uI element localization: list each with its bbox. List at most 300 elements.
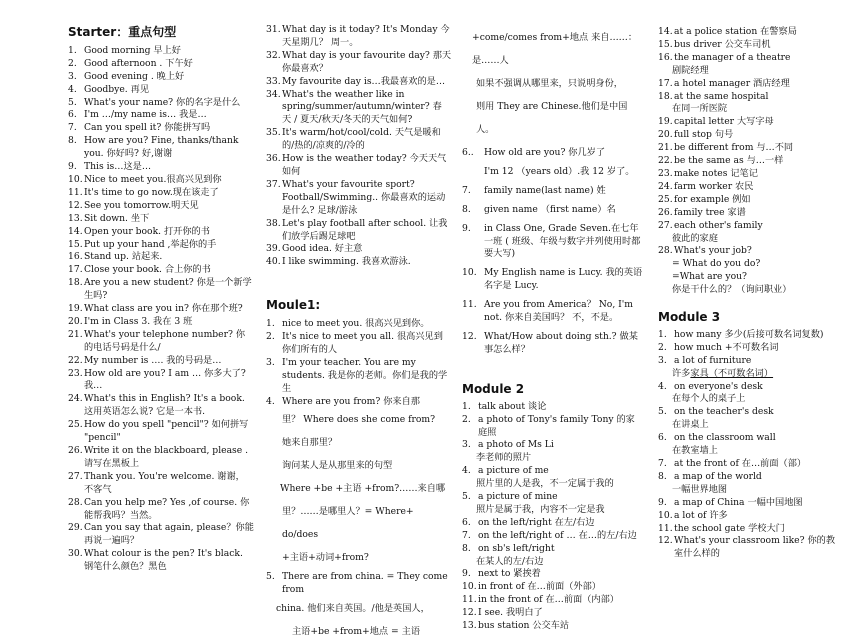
item-text: on the teacher's desk: [674, 406, 774, 418]
item-number: 4.: [266, 395, 275, 407]
starter-heading: Starter：重点句型: [68, 25, 177, 39]
item-text: bus station 公交车站: [478, 620, 570, 632]
item-number: 5.: [68, 96, 77, 108]
item-number: 24.: [68, 393, 83, 405]
list-item: [68, 316, 254, 329]
list-item: [658, 181, 844, 194]
list-item: [266, 153, 452, 179]
item-text: Sit down. 坐下: [84, 212, 150, 224]
item-text: Good evening . 晚上好: [84, 70, 185, 82]
starter-list: [68, 45, 254, 574]
list-item: [68, 84, 254, 97]
item-number: 21.: [658, 142, 673, 154]
item-text: Open your book. 打开你的书: [84, 225, 210, 237]
item-number: 29.: [68, 522, 83, 534]
item-number: [462, 166, 484, 179]
item-number: 11.: [658, 522, 673, 534]
item-text: for example 例如: [674, 193, 751, 205]
item-number: 7.: [658, 458, 667, 469]
item-translation: 在讲桌上: [672, 419, 709, 431]
list-item: [68, 471, 254, 497]
module1-notes-cont: [462, 26, 644, 141]
list-item: [462, 530, 644, 543]
item-text: What's your job?: [674, 245, 752, 257]
item-number: 22.: [68, 354, 83, 366]
item-translation: 你是干什么的？（询问职业）: [672, 284, 792, 296]
item-translation: [658, 368, 844, 381]
note-line: 如果不强调从哪里来，只说明身份，: [476, 78, 623, 89]
list-item: [68, 213, 254, 226]
item-number: 38.: [266, 217, 281, 229]
list-item: [68, 251, 254, 264]
item-text: There are from china. = They come from: [282, 571, 448, 596]
item-text: It's time to go now.现在该走了: [84, 186, 219, 198]
list-item: [658, 510, 844, 523]
item-number: 26.: [658, 206, 673, 218]
list-item: [68, 522, 254, 548]
list-item: [462, 204, 644, 217]
list-item: [68, 264, 254, 277]
item-text: on the classroom wall: [674, 432, 776, 444]
item-text: be different from 与…不同: [674, 142, 794, 154]
note-line: 里？……是哪里人？= Where+ do/does: [282, 506, 414, 541]
item-text: how many 多少(后接可数名词复数): [674, 328, 824, 340]
list-item: [462, 223, 644, 262]
note-line: 她来自那里？: [282, 437, 338, 449]
phrase-list-31-40: [266, 24, 452, 269]
item-text: Good afternoon . 下午好: [84, 57, 193, 69]
item-number: 7.: [68, 122, 77, 134]
column-4: [658, 26, 844, 561]
item-text: the school gate 学校大门: [674, 522, 785, 534]
item-number: 25.: [658, 193, 673, 205]
item-number: 18.: [658, 90, 673, 102]
item-text: This is…这是…: [84, 161, 152, 173]
list-item: [266, 318, 452, 331]
item-translation: 在每个人的桌子上: [672, 393, 746, 405]
list-item: [658, 39, 844, 52]
item-text: Good idea. 好主意: [282, 243, 363, 255]
list-item: [462, 185, 644, 198]
item-text: make notes 记笔记: [674, 167, 758, 179]
list-item: [658, 355, 844, 368]
item-number: 4.: [658, 380, 667, 392]
item-text: Nice to meet you.很高兴见到你: [84, 173, 222, 185]
item-text: the manager of a theatre: [674, 51, 791, 63]
item-number: 9.: [658, 496, 667, 508]
item-text: My favourite day is…我最喜欢的是…: [282, 75, 446, 87]
item-number: 8.: [462, 203, 471, 215]
list-item: [266, 127, 452, 153]
list-item: [68, 71, 254, 84]
item-number: 6.: [462, 516, 471, 528]
item-text: a picture of mine: [478, 491, 558, 503]
item-number: 32.: [266, 49, 281, 61]
list-item: [658, 342, 844, 355]
list-item: [68, 497, 254, 523]
item-number: 15.: [658, 38, 673, 50]
list-item: [266, 89, 452, 128]
item-translation: 在某人的左/右边: [476, 555, 544, 567]
item-number: 24.: [658, 180, 673, 192]
module3-heading: Module 3: [658, 310, 721, 325]
item-text: Let's play football after school. 让我们放学后踢足球吧: [282, 217, 448, 242]
list-item: [266, 76, 452, 89]
item-text: at a police station 在警察局: [674, 26, 797, 37]
item-text: on sb's left/right: [478, 542, 555, 554]
list-item: [266, 24, 452, 50]
item-number: 1.: [462, 400, 471, 412]
item-text: be the same as 与…一样: [674, 155, 784, 167]
item-text: bus driver 公交车司机: [674, 38, 771, 50]
item-number: 8.: [462, 542, 471, 554]
list-item: [68, 419, 254, 445]
item-text: full stop 句号: [674, 129, 734, 141]
item-translation: 彼此的家庭: [672, 232, 718, 244]
item-text: a photo of Tony's family Tony 的家庭照: [478, 413, 635, 438]
item-number: 7.: [462, 529, 471, 541]
item-text: How are you? Fine, thanks/thank you. 你好吗? 好,谢谢: [84, 135, 239, 160]
item-number: 8.: [658, 470, 667, 482]
item-translation: 在同一所医院: [672, 103, 728, 115]
list-item: [68, 239, 254, 252]
item-number: 10.: [462, 267, 477, 279]
item-number: 5.: [266, 571, 275, 583]
list-item: [462, 414, 644, 440]
item-number: 19.: [68, 303, 83, 315]
list-item: [68, 135, 254, 161]
item-number: 1.: [658, 328, 667, 340]
item-number: 34.: [266, 88, 281, 100]
item-text: in the front of 在…前面（内部）: [478, 594, 619, 606]
item-text: I'm 12 （years old）.我 12 岁了。: [484, 165, 635, 177]
item-number: 10.: [68, 173, 83, 185]
item-number: 11.: [462, 299, 477, 311]
item-number: 2.: [266, 331, 275, 343]
item-number: 6.: [68, 109, 77, 121]
note-line: 则用 They are Chinese.他们是中国人。: [476, 101, 628, 135]
list-item: [658, 497, 844, 510]
item-text: How is the weather today? 今天天气如何: [282, 153, 447, 177]
list-item: [658, 406, 844, 419]
item-text: What's the weather like in spring/summer/autumn/winter? 春 天 / 夏天/秋天/冬天的天气如何?: [282, 88, 442, 126]
list-item: [68, 109, 254, 122]
item-text: My number is …. 我的号码是…: [84, 354, 222, 366]
list-item: [68, 45, 254, 58]
list-item: [266, 243, 452, 256]
item-text: family tree 家谱: [674, 206, 746, 218]
item-text: What's your favourite sport? Football/Swimming.. 你最喜欢的运动是什么? 足球/游泳: [282, 178, 446, 216]
item-number: 27.: [68, 470, 83, 482]
item-number: 13.: [462, 620, 477, 632]
item-number: 5.: [462, 491, 471, 503]
item-text: Stand up. 站起来.: [84, 251, 163, 263]
item-number: 10.: [462, 581, 477, 593]
item-text: Can you help me? Yes ,of course. 你能帮我吗？当然。: [84, 496, 250, 521]
item-translation: = What do you do?: [672, 258, 761, 270]
item-number: 12.: [658, 535, 673, 547]
item-translation: 剧院经理: [672, 64, 709, 76]
item-number: 22.: [658, 155, 673, 167]
item-text: Can you say that again, please？你能再说一遍吗？: [84, 522, 254, 547]
item-translation: 照片里的人是我，不一定属于我的: [476, 478, 614, 490]
list-item: [462, 607, 644, 620]
list-item: [462, 299, 644, 325]
item-text: family name(last name) 姓: [484, 184, 606, 196]
translation-underlined: 家具（不可数名词）: [690, 367, 774, 379]
list-item: [462, 465, 644, 478]
list-item: [68, 226, 254, 239]
item-text: What day is your favourite day? 那天你最喜欢？: [282, 49, 452, 74]
item-number: 35.: [266, 127, 281, 139]
list-item: [266, 256, 452, 269]
list-item: [658, 535, 844, 561]
item-number: 12.: [462, 607, 477, 619]
module1-list: [266, 318, 452, 408]
list-item: [462, 331, 644, 357]
item-number: 28.: [68, 496, 83, 508]
item-number: 2.: [658, 341, 667, 353]
item-text: farm worker 农民: [674, 180, 754, 192]
item-text: What's this in English? It's a book. 这用英语怎么说? 它是一本书.: [84, 393, 245, 418]
note-line: 主语+be +from+地点 = 主语: [292, 626, 421, 638]
item-number: 3.: [658, 354, 667, 366]
item-text: Good morning 早上好: [84, 44, 181, 56]
item-number: 12.: [68, 199, 83, 211]
item-text: What colour is the pen? It's black. 钢笔什么颜色？黑色: [84, 548, 243, 573]
list-item: [462, 439, 644, 452]
list-item: [658, 381, 844, 394]
item-text: talk about 谈论: [478, 400, 547, 412]
list-item: [658, 26, 844, 39]
list-item: [68, 187, 254, 200]
item-number: 20.: [658, 129, 673, 141]
module1-heading: Moule1:: [266, 298, 321, 313]
list-item: [658, 155, 844, 168]
item-text: What class are you in? 你在那个班?: [84, 303, 243, 315]
item-number: 17.: [68, 264, 83, 276]
item-text: each other's family: [674, 219, 763, 231]
item-number: 25.: [68, 419, 83, 431]
item-number: 21.: [68, 328, 83, 340]
item-text: nice to meet you. 很高兴见到你。: [282, 318, 430, 330]
item-text: capital letter 大写字母: [674, 116, 774, 128]
list-item: [68, 97, 254, 110]
list-item: [658, 471, 844, 484]
item-number: 19.: [658, 116, 673, 128]
list-item: [462, 620, 644, 633]
item-translation: =What are you?: [672, 271, 747, 283]
list-item: [658, 129, 844, 142]
item-number: 23.: [68, 367, 83, 379]
item-number: 3.: [462, 439, 471, 451]
list-item: [658, 220, 844, 233]
item-text: Close your book. 合上你的书: [84, 264, 211, 276]
list-item: [68, 355, 254, 368]
item-number: 1.: [266, 318, 275, 330]
item-text: How old are you? 你几岁了: [484, 147, 606, 158]
module2-list: [462, 401, 644, 633]
list-item: [462, 543, 644, 556]
list-item: [266, 357, 452, 396]
item-number: 12.: [462, 330, 477, 342]
item-number: 6.: [658, 432, 667, 444]
item-number: 9.: [68, 161, 77, 173]
item-number: 4.: [462, 465, 471, 477]
item-text: a lot of 许多: [674, 509, 728, 521]
item-text: I like swimming. 我喜欢游泳.: [282, 256, 411, 268]
list-item: [658, 91, 844, 104]
item-text: It's warm/hot/cool/cold. 天气是暖和的/热的/凉爽的/冷的: [282, 127, 441, 152]
list-item: [266, 50, 452, 76]
list-item: [68, 368, 254, 394]
list-item: [68, 122, 254, 135]
item-number: 9.: [462, 568, 471, 580]
note-line: 询问某人是从那里来的句型: [282, 460, 393, 472]
list-item: [658, 52, 844, 65]
item-number: 7.: [462, 184, 471, 196]
item-text: My English name is Lucy. 我的英语名字是 Lucy.: [484, 267, 643, 292]
item-text: Goodbye. 再见: [84, 83, 150, 95]
list-item: [68, 393, 254, 419]
item-text: on the left/right of … 在…的左/右边: [478, 529, 637, 541]
item-number: 37.: [266, 178, 281, 190]
item-number: 30.: [68, 548, 83, 560]
list-item: [462, 147, 644, 160]
list-item: [462, 517, 644, 530]
list-item: [462, 401, 644, 414]
module1-list-cont: [462, 147, 644, 357]
list-item: [658, 207, 844, 220]
column-2: [266, 24, 452, 643]
list-item: [266, 179, 452, 218]
item-number: 27.: [658, 219, 673, 231]
item-number: 14.: [658, 26, 673, 37]
item-number: 9.: [462, 222, 471, 234]
item-text: I'm your teacher. You are my students. 我是你的老师。你们是我的学生: [282, 356, 448, 394]
item-text: next to 紧挨着: [478, 568, 541, 580]
list-item: [462, 267, 644, 293]
item-number: 1.: [68, 44, 77, 56]
item-number: 17.: [658, 77, 673, 89]
item-text: I see. 我明白了: [478, 607, 543, 619]
item-text: I'm in Class 3. 我在 3 班: [84, 315, 193, 327]
list-item: [68, 445, 254, 471]
item-text: It's nice to meet you all. 很高兴见到你们所有的人: [282, 331, 443, 355]
item-text: Can you spell it? 你能拼写吗: [84, 122, 211, 134]
item-number: 39.: [266, 243, 281, 255]
item-text: Are you from America？ No, I'm not. 你来自美国吗？ 不，不是。: [484, 299, 634, 324]
item-number: 8.: [68, 135, 77, 147]
note-line: +come/comes from+地点 来自……：: [472, 32, 638, 43]
item-text: What day is it today? It's Monday 今天星期几？ 周一。: [282, 24, 450, 48]
note-line: Where +be +主语 +from?……来自哪: [280, 483, 446, 495]
item-text: a map of the world: [674, 470, 762, 482]
item-number: 15.: [68, 238, 83, 250]
item-number: 14.: [68, 225, 83, 237]
list-item: [658, 432, 844, 445]
list-item: [462, 491, 644, 504]
note-line: china. 他们来自英国。/他是英国人，: [276, 603, 430, 615]
item-text: at the front of 在…前面（部）: [674, 458, 807, 469]
list-item: [68, 277, 254, 303]
item-text: a photo of Ms Li: [478, 439, 554, 451]
column-3: [462, 26, 644, 633]
item-text: in front of 在…前面（外部）: [478, 581, 601, 593]
item-text: I'm …/my name is… 我是…: [84, 109, 207, 121]
list-item: [658, 78, 844, 91]
item-number: 10.: [658, 509, 673, 521]
list-item: [462, 166, 644, 179]
item-text: given name （first name）名: [484, 203, 616, 215]
item-text: Are you a new student? 你是一个新学生吗?: [84, 277, 252, 302]
note-line: 里？ Where does she come from?: [282, 414, 436, 426]
item-text: Put up your hand ,举起你的手: [84, 238, 217, 250]
list-item: [658, 116, 844, 129]
item-translation: 照片是属于我，内容不一定是我: [476, 503, 605, 515]
item-text: What/How about doing sth.? 做某事怎么样？: [484, 330, 638, 355]
item-number: 5.: [658, 406, 667, 418]
list-item: [266, 218, 452, 244]
module2-list-cont: [658, 26, 844, 297]
list-item: [68, 200, 254, 213]
item-text: See you tomorrow.明天见: [84, 199, 199, 211]
item-text: Where are you from? 你来自那: [282, 395, 420, 407]
list-item: [462, 594, 644, 607]
item-text: What's your telephone number? 你的电话号码是什么/: [84, 328, 246, 353]
item-text: a hotel manager 酒店经理: [674, 77, 790, 89]
note-line: 是……人: [472, 55, 509, 66]
list-item: [68, 161, 254, 174]
item-number: 3.: [266, 356, 275, 368]
item-text: How old are you? I am … 你多大了? 我…: [84, 367, 246, 392]
list-item: [462, 581, 644, 594]
list-item: [658, 523, 844, 536]
item-number: 40.: [266, 256, 281, 268]
module3-list: [658, 329, 844, 561]
item-text: Thank you. You're welcome. 谢谢，不客气: [84, 470, 245, 495]
item-text: How do you spell "pencil"? 如何拼写 "pencil": [84, 419, 249, 444]
list-item: [658, 168, 844, 181]
translation-prefix: 许多: [672, 367, 691, 379]
list-item: [462, 568, 644, 581]
item-number: 4.: [68, 83, 77, 95]
list-item: [68, 303, 254, 316]
item-text: at the same hospital: [674, 90, 769, 102]
list-item: [658, 245, 844, 258]
module2-heading: Module 2: [462, 381, 525, 396]
item-text: a map of China 一幅中国地图: [674, 496, 803, 508]
note-line: +主语+动词+from?: [282, 552, 369, 564]
list-item: [266, 396, 452, 409]
item-number: 28.: [658, 245, 673, 257]
list-item: [658, 194, 844, 207]
item-number: 23.: [658, 167, 673, 179]
module1-notes: [266, 408, 452, 569]
item-number: 11.: [68, 186, 83, 198]
item-text: a lot of furniture: [674, 354, 752, 366]
list-item: [658, 329, 844, 342]
item-number: 33.: [266, 75, 281, 87]
list-item: [68, 548, 254, 574]
item-number: 18.: [68, 277, 83, 289]
item-number: 6..: [462, 147, 474, 158]
item-number: 11.: [462, 594, 477, 606]
item-text: What's your name? 你的名字是什么: [84, 96, 241, 108]
column-starter: [68, 26, 254, 574]
item-translation: 李老师的照片: [476, 452, 532, 464]
list-item: [266, 571, 452, 597]
